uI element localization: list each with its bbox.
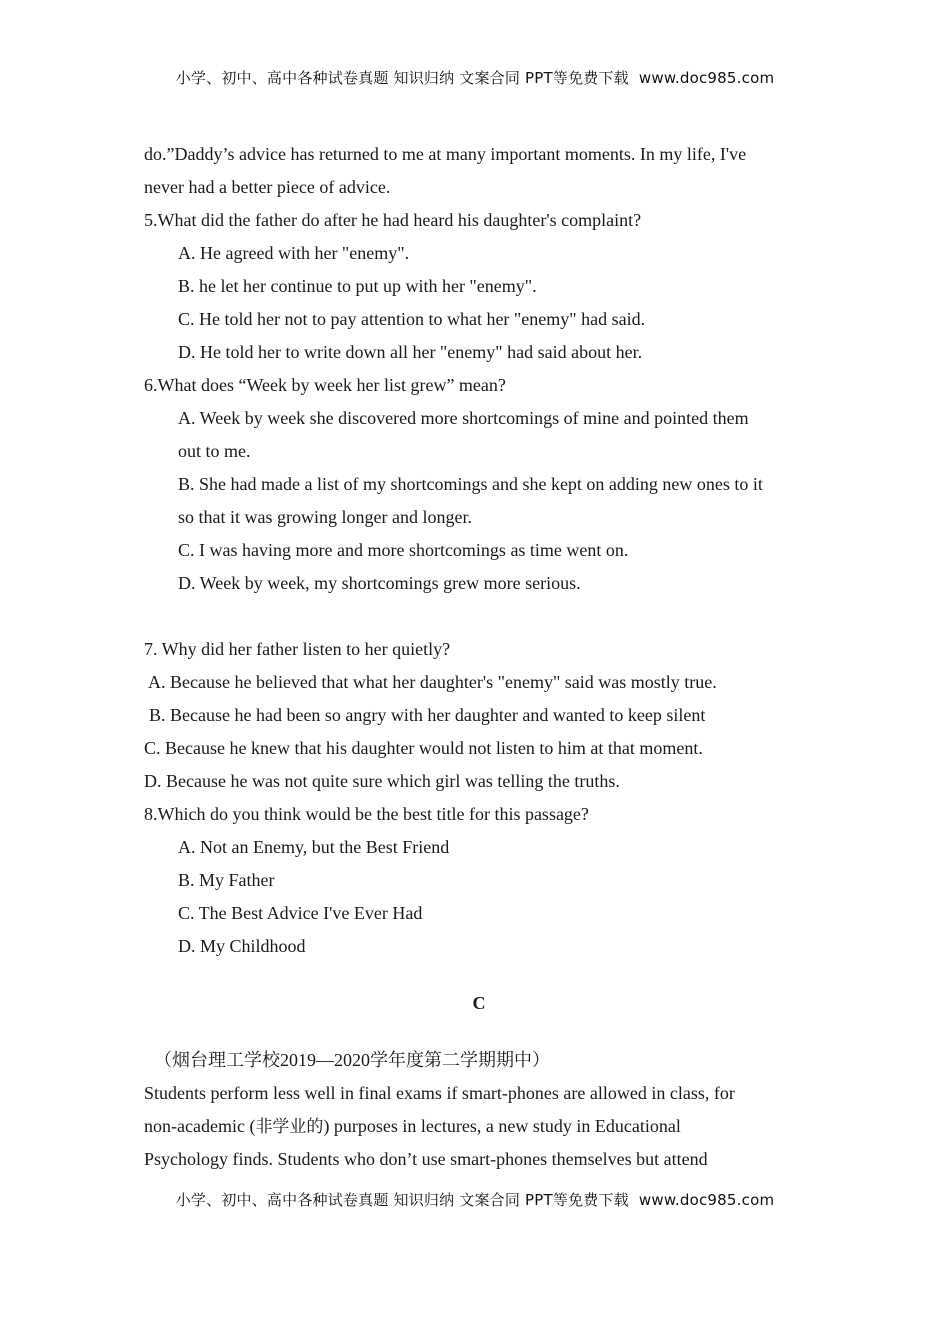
source-year: 2019—2020 (280, 1050, 370, 1070)
question-7-option-d: D. Because he was not quite sure which girl was telling the truths. (144, 771, 620, 791)
intro-line-2: never had a better piece of advice. (144, 177, 391, 197)
footer-text: 小学、初中、高中各种试卷真题 知识归纳 文案合同 PPT等免费下载 (175, 1191, 629, 1209)
header-text: 小学、初中、高中各种试卷真题 知识归纳 文案合同 PPT等免费下载 (175, 69, 629, 87)
spacer (144, 600, 814, 633)
question-7-option-b: B. Because he had been so angry with her daughter and wanted to keep silent (149, 705, 706, 725)
question-8-stem: 8.Which do you think would be the best title for this passage? (144, 804, 589, 824)
question-8-option-d: D. My Childhood (178, 936, 306, 956)
question-8-option-b: B. My Father (178, 870, 275, 890)
passage-line-2 (144, 1110, 814, 1143)
question-6-option-d: D. Week by week, my shortcomings grew more serious. (178, 573, 581, 593)
question-6-option-a-line-1: A. Week by week she discovered more shortcomings of mine and pointed them (178, 408, 749, 428)
passage-source (144, 1044, 814, 1077)
question-7-option-a: A. Because he believed that what her daughter's "enemy" said was mostly true. (148, 672, 717, 692)
page-footer (0, 1189, 950, 1210)
passage-line-2-start: non-academic ( (144, 1116, 256, 1136)
question-5-option-c: C. He told her not to pay attention to what her "enemy" had said. (178, 309, 646, 329)
passage-chinese-gloss: 非学业的 (255, 1117, 324, 1137)
question-6-option-a-line-2: out to me. (178, 441, 251, 461)
question-8-option-c: C. The Best Advice I've Ever Had (178, 903, 423, 923)
intro-line-1: do.”Daddy’s advice has returned to me at many important moments. In my life, I've (144, 144, 747, 164)
question-5-option-a: A. He agreed with her "enemy". (178, 243, 410, 263)
question-5-option-b: B. he let her continue to put up with her "enemy". (178, 276, 537, 296)
question-6-option-b-line-2: so that it was growing longer and longer. (178, 507, 472, 527)
question-7-stem: 7. Why did her father listen to her quietly? (144, 639, 451, 659)
header-site: www.doc985.com (638, 69, 775, 87)
source-term: 学年度第二学期期中） (370, 1050, 550, 1071)
question-6-option-c: C. I was having more and more shortcomings as time went on. (178, 540, 629, 560)
source-school: （烟台理工学校 (154, 1050, 280, 1071)
question-6-option-b-line-1: B. She had made a list of my shortcomings and she kept on adding new ones to it (178, 474, 763, 494)
question-8-option-a: A. Not an Enemy, but the Best Friend (178, 837, 450, 857)
page-header (0, 67, 950, 88)
passage-line-1: Students perform less well in final exams if smart-phones are allowed in class, for (144, 1083, 735, 1103)
section-heading-c: C (472, 993, 486, 1013)
question-5-stem: 5.What did the father do after he had heard his daughter's complaint? (144, 210, 642, 230)
passage-line-2-end: ) purposes in lectures, a new study in Educational (323, 1116, 681, 1136)
document-body (144, 138, 814, 1176)
footer-site: www.doc985.com (638, 1191, 775, 1209)
question-6-stem: 6.What does “Week by week her list grew” mean? (144, 375, 506, 395)
passage-line-3: Psychology finds. Students who don’t use smart-phones themselves but attend (144, 1149, 708, 1169)
question-7-option-c: C. Because he knew that his daughter would not listen to him at that moment. (144, 738, 703, 758)
question-5-option-d: D. He told her to write down all her "enemy" had said about her. (178, 342, 643, 362)
